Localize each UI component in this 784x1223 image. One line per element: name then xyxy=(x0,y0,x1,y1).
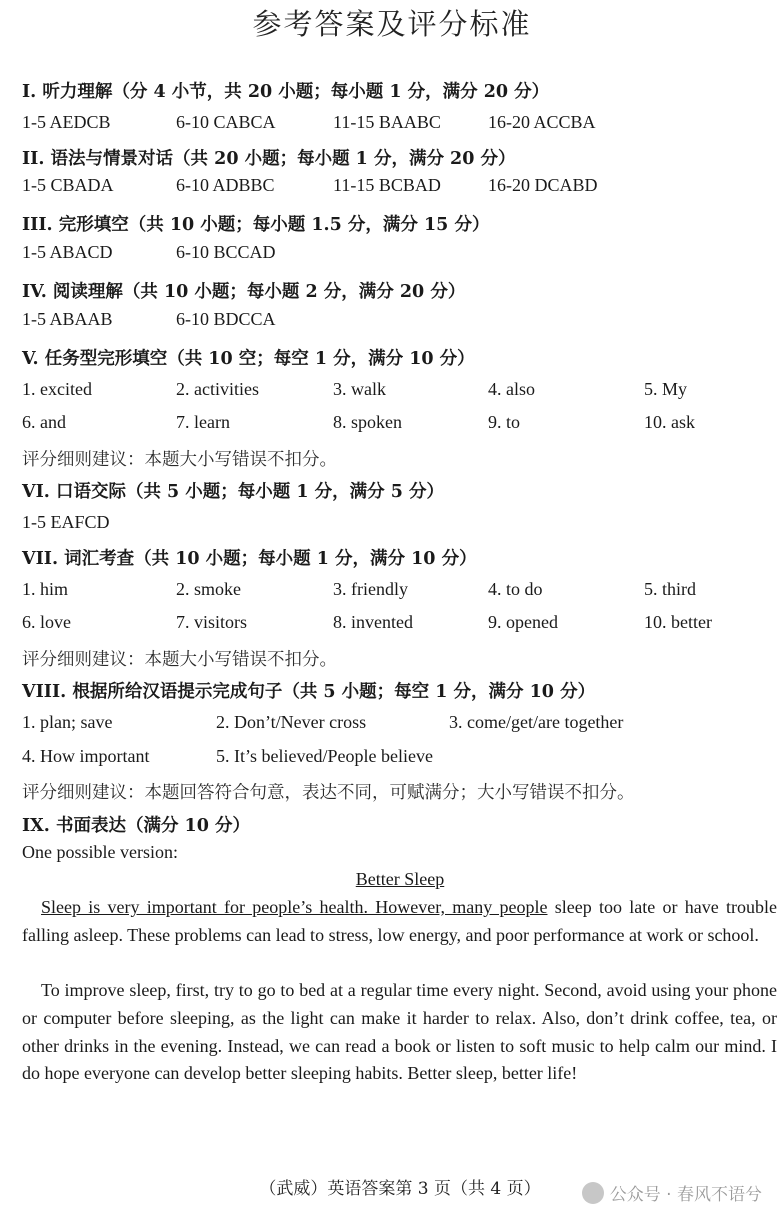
section-3-answers xyxy=(0,242,784,268)
section-2-answers xyxy=(0,175,784,201)
answer-item: 1. plan; save xyxy=(22,712,113,732)
section-5-row-2 xyxy=(0,412,784,438)
section-8-row-2 xyxy=(0,746,784,772)
answer-item: 10. better xyxy=(644,612,712,632)
answer-item: 5. third xyxy=(644,579,696,599)
answer-group: 1-5 AEDCB xyxy=(22,112,111,132)
essay-intro: One possible version: xyxy=(22,842,178,862)
page-footer: （武威）英语答案第 3 页（共 4 页） xyxy=(259,1179,541,1199)
section-7-heading: VII. 词汇考查（共 10 小题；每小题 1 分，满分 10 分） xyxy=(22,549,477,569)
answer-group: 1-5 EAFCD xyxy=(22,512,110,532)
section-4-heading: IV. 阅读理解（共 10 小题；每小题 2 分，满分 20 分） xyxy=(22,282,466,302)
wechat-logo-icon xyxy=(582,1182,604,1204)
section-6-heading: VI. 口语交际（共 5 小题；每小题 1 分，满分 5 分） xyxy=(22,482,445,502)
scoring-note: 评分细则建议：本题回答符合句意，表达不同，可赋满分；大小写错误不扣分。 xyxy=(22,783,635,803)
essay-title: Better Sleep xyxy=(355,869,445,889)
answer-item: 8. spoken xyxy=(333,412,402,432)
answer-group: 6-10 ADBBC xyxy=(176,175,275,195)
watermark-text: 公众号 · 春风不语兮 xyxy=(609,1185,762,1205)
essay-paragraph-1 xyxy=(22,894,777,950)
page-title: 参考答案及评分标准 xyxy=(252,7,532,41)
section-8-heading: VIII. 根据所给汉语提示完成句子（共 5 小题；每空 1 分，满分 10 分） xyxy=(22,682,596,702)
section-9-heading: IX. 书面表达（满分 10 分） xyxy=(22,816,250,836)
answer-item: 7. visitors xyxy=(176,612,248,632)
answer-item: 7. learn xyxy=(176,412,230,432)
answer-item: 2. Don’t/Never cross xyxy=(216,712,367,732)
answer-item: 1. him xyxy=(22,579,69,599)
answer-item: 2. smoke xyxy=(176,579,241,599)
answer-item: 8. invented xyxy=(333,612,413,632)
section-3-heading: III. 完形填空（共 10 小题；每小题 1.5 分，满分 15 分） xyxy=(22,215,490,235)
section-5-row-1 xyxy=(0,379,784,405)
answer-item: 3. come/get/are together xyxy=(449,712,624,732)
answer-item: 6. and xyxy=(22,412,66,432)
section-4-answers xyxy=(0,309,784,335)
answer-item: 5. It’s believed/People believe xyxy=(216,746,433,766)
watermark xyxy=(582,1180,762,1205)
section-5-heading: V. 任务型完形填空（共 10 空；每空 1 分，满分 10 分） xyxy=(22,349,475,369)
section-6-answers xyxy=(0,512,784,538)
essay-underlined-text: Sleep is very important for people’s health. However, many people xyxy=(41,897,548,917)
section-2-heading: II. 语法与情景对话（共 20 小题；每小题 1 分，满分 20 分） xyxy=(22,149,516,169)
essay-paragraph-2: To improve sleep, first, try to go to bed at a regular time every night. Second, avoid using your phone or computer before sleeping, as the light can make it harder to relax. Also, don’t drink coffee, tea, or other drinks in the evening. Instead, we can read a book or listen to soft music to help calm our mind. I do hope everyone can develop better sleeping habits. Better sleep, better life! xyxy=(22,980,777,1084)
answer-group: 6-10 CABCA xyxy=(176,112,276,132)
answer-item: 5. My xyxy=(644,379,688,399)
section-7-row-1 xyxy=(0,579,784,605)
answer-item: 9. to xyxy=(488,412,521,432)
answer-group: 16-20 ACCBA xyxy=(488,112,596,132)
answer-item: 1. excited xyxy=(22,379,92,399)
answer-item: 3. friendly xyxy=(333,579,408,599)
answer-item: 10. ask xyxy=(644,412,695,432)
answer-group: 1-5 ABAAB xyxy=(22,309,113,329)
section-8-row-1 xyxy=(0,712,784,738)
section-7-row-2 xyxy=(0,612,784,638)
section-1-answers xyxy=(0,112,784,138)
scoring-note: 评分细则建议：本题大小写错误不扣分。 xyxy=(22,650,337,670)
answer-item: 9. opened xyxy=(488,612,558,632)
answer-item: 2. activities xyxy=(176,379,259,399)
answer-group: 6-10 BDCCA xyxy=(176,309,276,329)
answer-group: 6-10 BCCAD xyxy=(176,242,276,262)
answer-group: 16-20 DCABD xyxy=(488,175,598,195)
answer-group: 11-15 BAABC xyxy=(333,112,441,132)
answer-item: 4. to do xyxy=(488,579,543,599)
answer-item: 3. walk xyxy=(333,379,386,399)
answer-item: 4. How important xyxy=(22,746,150,766)
section-1-heading: I. 听力理解（分 4 小节，共 20 小题；每小题 1 分，满分 20 分） xyxy=(22,82,550,102)
answer-item: 4. also xyxy=(488,379,535,399)
answer-group: 1-5 ABACD xyxy=(22,242,113,262)
answer-item: 6. love xyxy=(22,612,71,632)
answer-group: 11-15 BCBAD xyxy=(333,175,441,195)
scoring-note: 评分细则建议：本题大小写错误不扣分。 xyxy=(22,450,337,470)
answer-group: 1-5 CBADA xyxy=(22,175,114,195)
essay-text: sleep too late or have trouble falling asleep. These problems can lead to stress, low energy, and poor performance at work or school. xyxy=(22,897,777,945)
